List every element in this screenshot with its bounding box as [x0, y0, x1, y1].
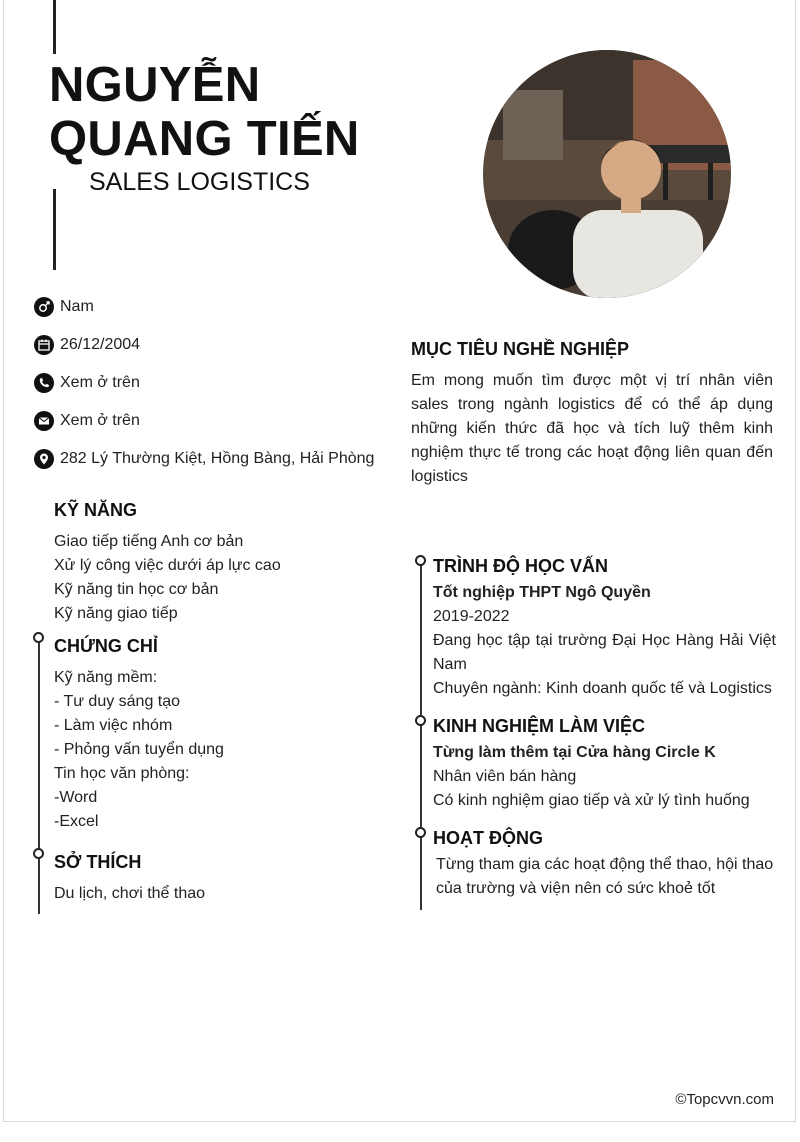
- email-icon: [34, 411, 54, 431]
- experience-desc: Có kinh nghiệm giao tiếp và xử lý tình huống: [433, 792, 750, 809]
- certificate-item: - Phỏng vấn tuyển dụng: [54, 741, 224, 758]
- contact-phone: [34, 373, 140, 393]
- location-icon: [34, 449, 54, 469]
- timeline-dot-certificates: [33, 632, 44, 643]
- contact-gender: [34, 297, 94, 317]
- education-major: Chuyên ngành: Kinh doanh quốc tế và Logistics: [433, 680, 772, 697]
- candidate-name: [49, 58, 360, 166]
- certificates-heading: CHỨNG CHỈ: [54, 636, 158, 656]
- certificate-item: -Word: [54, 789, 98, 806]
- phone-text: Xem ở trên: [60, 374, 140, 391]
- activities-text: Từng tham gia các hoạt động thể thao, hội thao của trường và viện nên có sức khoẻ tốt: [436, 856, 774, 897]
- footer-copyright: ©Topcvvn.com: [675, 1091, 774, 1108]
- objective-heading: MỤC TIÊU NGHỀ NGHIỆP: [411, 339, 630, 359]
- right-timeline-line: [420, 565, 422, 910]
- certificates-list: [54, 666, 224, 834]
- education-current: Đang học tập tại trường Đại Học Hàng Hải Việt Nam: [433, 632, 776, 673]
- job-title: SALES LOGISTICS: [89, 168, 310, 196]
- address-text: 282 Lý Thường Kiệt, Hồng Bàng, Hải Phòng: [60, 450, 375, 467]
- education-school: Tốt nghiệp THPT Ngô Quyền: [433, 584, 651, 601]
- hobbies-text: Du lịch, chơi thể thao: [54, 885, 206, 902]
- contact-address: [34, 449, 374, 469]
- left-timeline-line: [38, 642, 40, 914]
- timeline-dot-experience: [415, 715, 426, 726]
- phone-icon: [34, 373, 54, 393]
- gender-text: Nam: [60, 298, 94, 315]
- education-details: [433, 581, 776, 701]
- experience-role: Nhân viên bán hàng: [433, 768, 577, 785]
- experience-details: [433, 741, 776, 813]
- gender-icon: [34, 297, 54, 317]
- birthday-text: 26/12/2004: [60, 336, 141, 353]
- header-bar-top: [53, 0, 56, 54]
- skill-item: Kỹ năng giao tiếp: [54, 605, 178, 622]
- timeline-dot-activities: [415, 827, 426, 838]
- contact-email: [34, 411, 140, 431]
- skill-item: Kỹ năng tin học cơ bản: [54, 581, 219, 598]
- header-bar-bottom: [53, 189, 56, 270]
- experience-heading: KINH NGHIỆM LÀM VIỆC: [433, 716, 646, 736]
- timeline-dot-hobbies: [33, 848, 44, 859]
- education-years: 2019-2022: [433, 608, 510, 625]
- skill-item: Giao tiếp tiếng Anh cơ bản: [54, 533, 244, 550]
- skill-item: Xử lý công việc dưới áp lực cao: [54, 557, 281, 574]
- hobbies-heading: SỞ THÍCH: [54, 852, 142, 872]
- objective-text: Em mong muốn tìm được một vị trí nhân viên sales trong ngành logistics để có thể áp dụng những kiến thức đã học và tích luỹ thêm kinh nghiệm thực tế trong các hoạt động liên quan đến logistics: [411, 372, 773, 485]
- certificate-item: - Làm việc nhóm: [54, 717, 173, 734]
- certificate-item: -Excel: [54, 813, 99, 830]
- profile-photo: [483, 50, 731, 298]
- name-line-1: NGUYỄN: [49, 58, 261, 112]
- skills-list: [54, 530, 281, 626]
- education-heading: TRÌNH ĐỘ HỌC VẤN: [433, 556, 608, 576]
- certificate-item: - Tư duy sáng tạo: [54, 693, 181, 710]
- timeline-dot-education: [415, 555, 426, 566]
- calendar-icon: [34, 335, 54, 355]
- certificate-item: Tin học văn phòng:: [54, 765, 190, 782]
- name-line-2: QUANG TIẾN: [49, 112, 360, 166]
- skills-heading: KỸ NĂNG: [54, 500, 138, 520]
- experience-company: Từng làm thêm tại Cửa hàng Circle K: [433, 744, 716, 761]
- activities-heading: HOẠT ĐỘNG: [433, 828, 543, 848]
- contact-birthday: [34, 335, 140, 355]
- certificate-item: Kỹ năng mềm:: [54, 669, 158, 686]
- email-text: Xem ở trên: [60, 412, 140, 429]
